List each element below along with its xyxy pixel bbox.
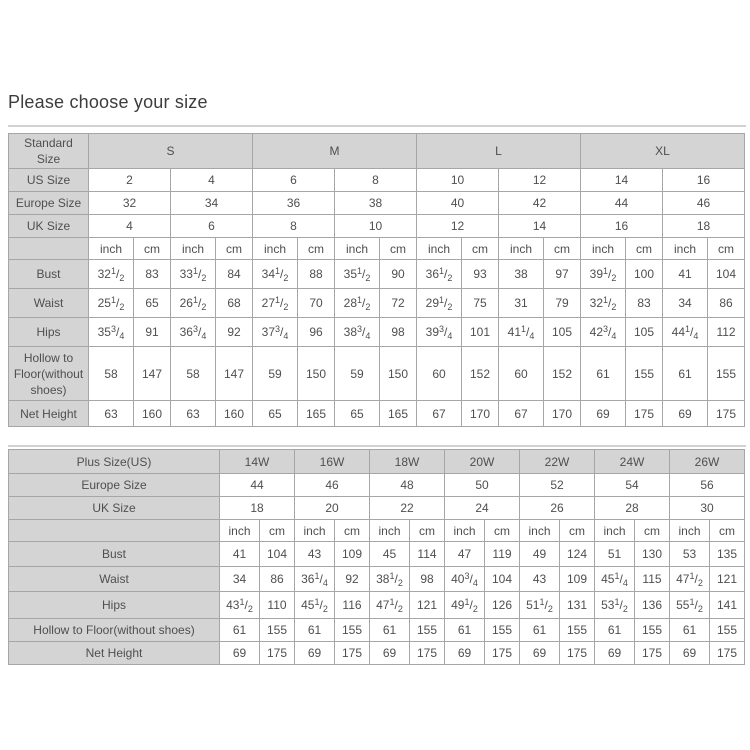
measurement-inch-cell: 34 bbox=[663, 289, 708, 318]
measurement-inch-cell: 69 bbox=[663, 401, 708, 427]
inch-unit-cell: inch bbox=[253, 238, 298, 260]
measurement-row bbox=[9, 592, 745, 619]
standard-size-tbody bbox=[9, 134, 745, 427]
row-label-cell: Net Height bbox=[9, 642, 220, 665]
measurement-cm-cell: 175 bbox=[260, 642, 295, 665]
measurement-cm-cell: 88 bbox=[298, 260, 335, 289]
measurement-cm-cell: 147 bbox=[216, 347, 253, 401]
size-value-cell: 14 bbox=[581, 169, 663, 192]
measurement-row bbox=[9, 289, 745, 318]
inch-unit-cell: inch bbox=[581, 238, 626, 260]
size-value-cell: 38 bbox=[335, 192, 417, 215]
measurement-inch-cell: $38^1/_2$ bbox=[370, 567, 410, 592]
measurement-inch-cell: $45^1/_2$ bbox=[295, 592, 335, 619]
unit-row-label-cell bbox=[9, 238, 89, 260]
cm-unit-cell: cm bbox=[708, 238, 745, 260]
measurement-row bbox=[9, 542, 745, 567]
measurement-inch-cell: $36^1/_2$ bbox=[417, 260, 462, 289]
measurement-cm-cell: 105 bbox=[626, 318, 663, 347]
measurement-cm-cell: 170 bbox=[544, 401, 581, 427]
measurement-cm-cell: 68 bbox=[216, 289, 253, 318]
measurement-inch-cell: 34 bbox=[220, 567, 260, 592]
measurement-cm-cell: 160 bbox=[216, 401, 253, 427]
cm-unit-cell: cm bbox=[710, 520, 745, 542]
size-value-cell: 8 bbox=[253, 215, 335, 238]
measurement-inch-cell: 38 bbox=[499, 260, 544, 289]
row-label-cell: US Size bbox=[9, 169, 89, 192]
row-label-cell: UK Size bbox=[9, 497, 220, 520]
cm-unit-cell: cm bbox=[560, 520, 595, 542]
measurement-cm-cell: 93 bbox=[462, 260, 499, 289]
size-group-row bbox=[9, 450, 745, 474]
measurement-cm-cell: 155 bbox=[410, 619, 445, 642]
measurement-cm-cell: 135 bbox=[710, 542, 745, 567]
measurement-cm-cell: 131 bbox=[560, 592, 595, 619]
measurement-cm-cell: 175 bbox=[485, 642, 520, 665]
cm-unit-cell: cm bbox=[298, 238, 335, 260]
measurement-cm-cell: 126 bbox=[485, 592, 520, 619]
measurement-inch-cell: 43 bbox=[520, 567, 560, 592]
size-value-cell: 48 bbox=[370, 474, 445, 497]
cm-unit-cell: cm bbox=[462, 238, 499, 260]
corner-label-cell: Standard Size bbox=[9, 134, 89, 169]
measurement-inch-cell: 60 bbox=[499, 347, 544, 401]
size-value-cell: 36 bbox=[253, 192, 335, 215]
measurement-inch-cell: 69 bbox=[595, 642, 635, 665]
measurement-cm-cell: 65 bbox=[134, 289, 171, 318]
inch-unit-cell: inch bbox=[670, 520, 710, 542]
measurement-cm-cell: 175 bbox=[708, 401, 745, 427]
measurement-inch-cell: $32^1/_2$ bbox=[581, 289, 626, 318]
cm-unit-cell: cm bbox=[380, 238, 417, 260]
measurement-cm-cell: 98 bbox=[410, 567, 445, 592]
size-group-cell: M bbox=[253, 134, 417, 169]
size-value-cell: 32 bbox=[89, 192, 171, 215]
measurement-cm-cell: 175 bbox=[710, 642, 745, 665]
size-value-cell: 18 bbox=[663, 215, 745, 238]
measurement-cm-cell: 109 bbox=[560, 567, 595, 592]
measurement-inch-cell: $39^3/_4$ bbox=[417, 318, 462, 347]
measurement-cm-cell: 79 bbox=[544, 289, 581, 318]
measurement-inch-cell: $34^1/_2$ bbox=[253, 260, 298, 289]
measurement-inch-cell: $47^1/_2$ bbox=[670, 567, 710, 592]
measurement-cm-cell: 152 bbox=[544, 347, 581, 401]
row-label-cell: Bust bbox=[9, 260, 89, 289]
size-value-cell: 10 bbox=[417, 169, 499, 192]
size-value-cell: 12 bbox=[499, 169, 581, 192]
size-value-cell: 4 bbox=[89, 215, 171, 238]
measurement-inch-cell: 58 bbox=[171, 347, 216, 401]
measurement-inch-cell: 59 bbox=[253, 347, 298, 401]
row-label-cell: Waist bbox=[9, 289, 89, 318]
inch-unit-cell: inch bbox=[89, 238, 134, 260]
inch-unit-cell: inch bbox=[445, 520, 485, 542]
measurement-inch-cell: 65 bbox=[253, 401, 298, 427]
measurement-cm-cell: 104 bbox=[708, 260, 745, 289]
measurement-inch-cell: 58 bbox=[89, 347, 134, 401]
measurement-cm-cell: 110 bbox=[260, 592, 295, 619]
measurement-inch-cell: 49 bbox=[520, 542, 560, 567]
measurement-row bbox=[9, 318, 745, 347]
cm-unit-cell: cm bbox=[260, 520, 295, 542]
measurement-cm-cell: 114 bbox=[410, 542, 445, 567]
measurement-row bbox=[9, 401, 745, 427]
measurement-cm-cell: 155 bbox=[335, 619, 370, 642]
measurement-inch-cell: 63 bbox=[89, 401, 134, 427]
row-label-cell: Net Height bbox=[9, 401, 89, 427]
measurement-inch-cell: 60 bbox=[417, 347, 462, 401]
inch-unit-cell: inch bbox=[370, 520, 410, 542]
size-value-cell: 12 bbox=[417, 215, 499, 238]
row-label-cell: Europe Size bbox=[9, 474, 220, 497]
measurement-row bbox=[9, 260, 745, 289]
measurement-cm-cell: 175 bbox=[626, 401, 663, 427]
measurement-inch-cell: $37^3/_4$ bbox=[253, 318, 298, 347]
cm-unit-cell: cm bbox=[544, 238, 581, 260]
size-value-cell: 24 bbox=[445, 497, 520, 520]
cm-unit-cell: cm bbox=[410, 520, 445, 542]
measurement-cm-cell: 119 bbox=[485, 542, 520, 567]
measurement-cm-cell: 175 bbox=[635, 642, 670, 665]
measurement-cm-cell: 109 bbox=[335, 542, 370, 567]
measurement-inch-cell: 53 bbox=[670, 542, 710, 567]
size-value-cell: 16 bbox=[663, 169, 745, 192]
measurement-inch-cell: 59 bbox=[335, 347, 380, 401]
measurement-inch-cell: $53^1/_2$ bbox=[595, 592, 635, 619]
measurement-inch-cell: 69 bbox=[581, 401, 626, 427]
inch-unit-cell: inch bbox=[663, 238, 708, 260]
inch-unit-cell: inch bbox=[417, 238, 462, 260]
inch-unit-cell: inch bbox=[520, 520, 560, 542]
cm-unit-cell: cm bbox=[335, 520, 370, 542]
measurement-cm-cell: 175 bbox=[335, 642, 370, 665]
measurement-cm-cell: 147 bbox=[134, 347, 171, 401]
row-label-cell: Hollow to Floor(without shoes) bbox=[9, 347, 89, 401]
size-group-cell: 26W bbox=[670, 450, 745, 474]
size-value-cell: 18 bbox=[220, 497, 295, 520]
measurement-cm-cell: 170 bbox=[462, 401, 499, 427]
measurement-cm-cell: 155 bbox=[708, 347, 745, 401]
size-value-cell: 26 bbox=[520, 497, 595, 520]
measurement-cm-cell: 124 bbox=[560, 542, 595, 567]
measurement-inch-cell: 61 bbox=[663, 347, 708, 401]
size-value-cell: 8 bbox=[335, 169, 417, 192]
size-conversion-row bbox=[9, 192, 745, 215]
measurement-cm-cell: 83 bbox=[134, 260, 171, 289]
measurement-cm-cell: 105 bbox=[544, 318, 581, 347]
measurement-cm-cell: 155 bbox=[485, 619, 520, 642]
size-value-cell: 52 bbox=[520, 474, 595, 497]
measurement-cm-cell: 72 bbox=[380, 289, 417, 318]
unit-row bbox=[9, 520, 745, 542]
size-group-cell: S bbox=[89, 134, 253, 169]
measurement-inch-cell: 43 bbox=[295, 542, 335, 567]
measurement-cm-cell: 115 bbox=[635, 567, 670, 592]
size-value-cell: 40 bbox=[417, 192, 499, 215]
size-value-cell: 34 bbox=[171, 192, 253, 215]
row-label-cell: Europe Size bbox=[9, 192, 89, 215]
measurement-cm-cell: 75 bbox=[462, 289, 499, 318]
size-group-cell: 22W bbox=[520, 450, 595, 474]
measurement-inch-cell: 61 bbox=[220, 619, 260, 642]
standard-size-table bbox=[8, 133, 745, 427]
measurement-inch-cell: 45 bbox=[370, 542, 410, 567]
measurement-inch-cell: $51^1/_2$ bbox=[520, 592, 560, 619]
measurement-inch-cell: 61 bbox=[370, 619, 410, 642]
measurement-cm-cell: 175 bbox=[560, 642, 595, 665]
divider bbox=[8, 125, 746, 127]
measurement-inch-cell: 69 bbox=[670, 642, 710, 665]
inch-unit-cell: inch bbox=[499, 238, 544, 260]
unit-row-label-cell bbox=[9, 520, 220, 542]
measurement-cm-cell: 155 bbox=[710, 619, 745, 642]
size-conversion-row bbox=[9, 215, 745, 238]
size-value-cell: 42 bbox=[499, 192, 581, 215]
measurement-cm-cell: 136 bbox=[635, 592, 670, 619]
measurement-cm-cell: 155 bbox=[260, 619, 295, 642]
measurement-inch-cell: $55^1/_2$ bbox=[670, 592, 710, 619]
size-conversion-row bbox=[9, 474, 745, 497]
measurement-cm-cell: 104 bbox=[485, 567, 520, 592]
measurement-cm-cell: 86 bbox=[708, 289, 745, 318]
measurement-cm-cell: 116 bbox=[335, 592, 370, 619]
size-value-cell: 6 bbox=[253, 169, 335, 192]
size-value-cell: 14 bbox=[499, 215, 581, 238]
measurement-inch-cell: 41 bbox=[220, 542, 260, 567]
measurement-cm-cell: 130 bbox=[635, 542, 670, 567]
measurement-inch-cell: 61 bbox=[295, 619, 335, 642]
measurement-inch-cell: $40^3/_4$ bbox=[445, 567, 485, 592]
divider bbox=[8, 445, 746, 447]
size-group-cell: 24W bbox=[595, 450, 670, 474]
row-label-cell: Bust bbox=[9, 542, 220, 567]
row-label-cell: Hips bbox=[9, 592, 220, 619]
measurement-cm-cell: 83 bbox=[626, 289, 663, 318]
measurement-inch-cell: $38^3/_4$ bbox=[335, 318, 380, 347]
measurement-row bbox=[9, 347, 745, 401]
measurement-inch-cell: $36^1/_4$ bbox=[295, 567, 335, 592]
measurement-cm-cell: 92 bbox=[335, 567, 370, 592]
size-group-cell: 16W bbox=[295, 450, 370, 474]
measurement-cm-cell: 155 bbox=[560, 619, 595, 642]
measurement-cm-cell: 165 bbox=[380, 401, 417, 427]
size-value-cell: 54 bbox=[595, 474, 670, 497]
measurement-inch-cell: 65 bbox=[335, 401, 380, 427]
measurement-inch-cell: 69 bbox=[370, 642, 410, 665]
measurement-inch-cell: 51 bbox=[595, 542, 635, 567]
size-value-cell: 56 bbox=[670, 474, 745, 497]
measurement-row bbox=[9, 642, 745, 665]
measurement-inch-cell: 61 bbox=[520, 619, 560, 642]
size-value-cell: 6 bbox=[171, 215, 253, 238]
inch-unit-cell: inch bbox=[220, 520, 260, 542]
measurement-cm-cell: 90 bbox=[380, 260, 417, 289]
size-group-row bbox=[9, 134, 745, 169]
size-value-cell: 30 bbox=[670, 497, 745, 520]
measurement-row bbox=[9, 567, 745, 592]
measurement-inch-cell: $32^1/_2$ bbox=[89, 260, 134, 289]
cm-unit-cell: cm bbox=[485, 520, 520, 542]
inch-unit-cell: inch bbox=[295, 520, 335, 542]
unit-row bbox=[9, 238, 745, 260]
measurement-cm-cell: 121 bbox=[710, 567, 745, 592]
plus-size-table bbox=[8, 449, 745, 665]
size-value-cell: 10 bbox=[335, 215, 417, 238]
size-value-cell: 28 bbox=[595, 497, 670, 520]
measurement-inch-cell: $44^1/_4$ bbox=[663, 318, 708, 347]
cm-unit-cell: cm bbox=[134, 238, 171, 260]
measurement-inch-cell: $45^1/_4$ bbox=[595, 567, 635, 592]
measurement-cm-cell: 96 bbox=[298, 318, 335, 347]
measurement-cm-cell: 101 bbox=[462, 318, 499, 347]
measurement-inch-cell: 61 bbox=[670, 619, 710, 642]
measurement-inch-cell: 31 bbox=[499, 289, 544, 318]
plus-size-tbody bbox=[9, 450, 745, 665]
size-value-cell: 22 bbox=[370, 497, 445, 520]
cm-unit-cell: cm bbox=[635, 520, 670, 542]
measurement-inch-cell: 41 bbox=[663, 260, 708, 289]
measurement-cm-cell: 92 bbox=[216, 318, 253, 347]
size-group-cell: XL bbox=[581, 134, 745, 169]
measurement-inch-cell: $29^1/_2$ bbox=[417, 289, 462, 318]
measurement-inch-cell: $27^1/_2$ bbox=[253, 289, 298, 318]
measurement-inch-cell: 69 bbox=[220, 642, 260, 665]
measurement-inch-cell: 63 bbox=[171, 401, 216, 427]
measurement-inch-cell: $25^1/_2$ bbox=[89, 289, 134, 318]
measurement-inch-cell: $35^3/_4$ bbox=[89, 318, 134, 347]
measurement-inch-cell: 69 bbox=[520, 642, 560, 665]
measurement-cm-cell: 152 bbox=[462, 347, 499, 401]
measurement-cm-cell: 86 bbox=[260, 567, 295, 592]
measurement-inch-cell: $36^3/_4$ bbox=[171, 318, 216, 347]
inch-unit-cell: inch bbox=[171, 238, 216, 260]
row-label-cell: Hollow to Floor(without shoes) bbox=[9, 619, 220, 642]
measurement-cm-cell: 160 bbox=[134, 401, 171, 427]
measurement-cm-cell: 175 bbox=[410, 642, 445, 665]
measurement-cm-cell: 112 bbox=[708, 318, 745, 347]
measurement-inch-cell: $47^1/_2$ bbox=[370, 592, 410, 619]
size-conversion-row bbox=[9, 497, 745, 520]
corner-label-cell: Plus Size(US) bbox=[9, 450, 220, 474]
measurement-cm-cell: 100 bbox=[626, 260, 663, 289]
measurement-cm-cell: 165 bbox=[298, 401, 335, 427]
measurement-cm-cell: 155 bbox=[626, 347, 663, 401]
measurement-inch-cell: $43^1/_2$ bbox=[220, 592, 260, 619]
size-value-cell: 46 bbox=[663, 192, 745, 215]
measurement-inch-cell: 69 bbox=[295, 642, 335, 665]
size-value-cell: 50 bbox=[445, 474, 520, 497]
measurement-inch-cell: 61 bbox=[581, 347, 626, 401]
measurement-cm-cell: 150 bbox=[380, 347, 417, 401]
inch-unit-cell: inch bbox=[335, 238, 380, 260]
size-group-cell: 20W bbox=[445, 450, 520, 474]
inch-unit-cell: inch bbox=[595, 520, 635, 542]
measurement-row bbox=[9, 619, 745, 642]
measurement-cm-cell: 91 bbox=[134, 318, 171, 347]
size-value-cell: 16 bbox=[581, 215, 663, 238]
measurement-inch-cell: $26^1/_2$ bbox=[171, 289, 216, 318]
measurement-cm-cell: 97 bbox=[544, 260, 581, 289]
size-group-cell: 14W bbox=[220, 450, 295, 474]
size-conversion-row bbox=[9, 169, 745, 192]
measurement-inch-cell: $42^3/_4$ bbox=[581, 318, 626, 347]
row-label-cell: Hips bbox=[9, 318, 89, 347]
row-label-cell: Waist bbox=[9, 567, 220, 592]
measurement-inch-cell: $35^1/_2$ bbox=[335, 260, 380, 289]
measurement-inch-cell: 69 bbox=[445, 642, 485, 665]
measurement-inch-cell: $28^1/_2$ bbox=[335, 289, 380, 318]
measurement-inch-cell: $33^1/_2$ bbox=[171, 260, 216, 289]
row-label-cell: UK Size bbox=[9, 215, 89, 238]
cm-unit-cell: cm bbox=[626, 238, 663, 260]
measurement-inch-cell: 47 bbox=[445, 542, 485, 567]
cm-unit-cell: cm bbox=[216, 238, 253, 260]
measurement-cm-cell: 150 bbox=[298, 347, 335, 401]
measurement-cm-cell: 98 bbox=[380, 318, 417, 347]
measurement-cm-cell: 141 bbox=[710, 592, 745, 619]
measurement-inch-cell: 61 bbox=[445, 619, 485, 642]
size-value-cell: 44 bbox=[581, 192, 663, 215]
size-value-cell: 44 bbox=[220, 474, 295, 497]
measurement-cm-cell: 121 bbox=[410, 592, 445, 619]
measurement-inch-cell: 67 bbox=[417, 401, 462, 427]
measurement-cm-cell: 84 bbox=[216, 260, 253, 289]
measurement-inch-cell: $39^1/_2$ bbox=[581, 260, 626, 289]
measurement-inch-cell: $41^1/_4$ bbox=[499, 318, 544, 347]
size-group-cell: 18W bbox=[370, 450, 445, 474]
size-value-cell: 20 bbox=[295, 497, 370, 520]
measurement-cm-cell: 70 bbox=[298, 289, 335, 318]
measurement-cm-cell: 155 bbox=[635, 619, 670, 642]
measurement-inch-cell: $49^1/_2$ bbox=[445, 592, 485, 619]
measurement-inch-cell: 61 bbox=[595, 619, 635, 642]
size-value-cell: 46 bbox=[295, 474, 370, 497]
measurement-inch-cell: 67 bbox=[499, 401, 544, 427]
size-value-cell: 4 bbox=[171, 169, 253, 192]
measurement-cm-cell: 104 bbox=[260, 542, 295, 567]
size-value-cell: 2 bbox=[89, 169, 171, 192]
page-title: Please choose your size bbox=[8, 92, 208, 112]
size-group-cell: L bbox=[417, 134, 581, 169]
